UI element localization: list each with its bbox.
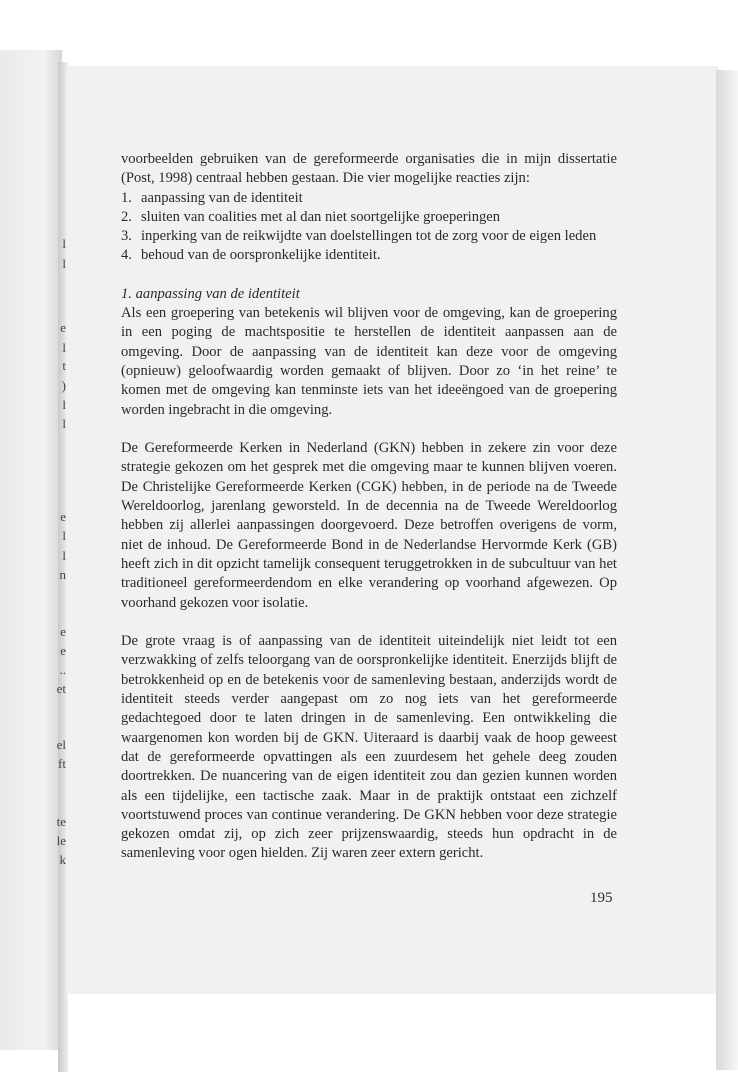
list-number: 4. [121, 247, 132, 264]
page-stack-edge [716, 70, 738, 1070]
list-text: inperking van de reikwijdte van doelstellingen tot de zorg voor de eigen leden [141, 228, 597, 245]
list-number: 3. [121, 228, 132, 245]
edge-fragment: ft [58, 756, 66, 771]
list-item [121, 246, 617, 265]
edge-fragment: l [62, 416, 66, 431]
paragraph: De Gereformeerde Kerken in Nederland (GKN) hebben in zekere zin voor deze strategie gekozen om het gesprek met die omgeving maar te kunnen blijven voeren. De Christelijke Gereformeerde Kerken (CGK) hebben, in de periode na de Tweede Wereldoorlog, jarenlang geworsteld. In de decennia na de Tweede Wereldoorlog hebben zij allerlei aanpassingen doorgevoerd. Deze betroffen overigens de vorm, niet de inhoud. De Gereformeerde Bond in de Nederlandse Hervormde Kerk (GB) heeft zich in dit opzicht tamelijk consequent teruggetrokken in de subcultuur van het traditioneel gereformeerdendom en elke verandering op voorhand afgewezen. Op voorhand gekozen voor isolatie. [121, 440, 617, 611]
intro-paragraph: voorbeelden gebruiken van de gereformeerde organisaties die in mijn dissertatie (Post, 1998) centraal hebben gestaan. Die vier mogelijke reacties zijn: [121, 151, 617, 187]
edge-fragment: l [62, 397, 66, 412]
edge-fragment: ) [61, 378, 66, 393]
page-number: 195 [590, 890, 613, 906]
edge-fragment: l [62, 528, 66, 543]
section-heading: 1. aanpassing van de identiteit [121, 285, 300, 302]
reactions-list [121, 189, 617, 266]
edge-fragment: e [60, 320, 66, 335]
edge-fragment: le [56, 833, 66, 848]
edge-fragment: .. [59, 662, 66, 677]
list-text: sluiten van coalities met al dan niet soortgelijke groeperingen [141, 208, 501, 225]
edge-fragment: n [59, 567, 66, 582]
edge-fragment: l [62, 256, 66, 271]
edge-fragment: el [56, 737, 66, 752]
edge-fragment: e [60, 509, 66, 524]
page-body [121, 150, 617, 864]
edge-fragment: l [62, 236, 66, 251]
list-item [121, 208, 617, 227]
list-number: 1. [121, 189, 132, 206]
paragraph: Als een groepering van betekenis wil blijven voor de omgeving, kan de groepering in een poging de machtspositie te herstellen de identiteit aanpassen aan de omgeving. Door de aanpassing van de identiteit kan deze voor de omgeving (opnieuw) geloofwaardig worden gemaakt of blijven. Door zo ‘in het reine’ te komen met de omgeving kan tenminste iets van het ideeëngoed van de groepering worden ingebracht in die omgeving. [121, 305, 617, 418]
list-number: 2. [121, 208, 132, 225]
list-text: behoud van de oorspronkelijke identiteit. [141, 247, 381, 264]
edge-fragment: te [56, 814, 66, 829]
edge-fragment: l [62, 340, 66, 355]
list-item [121, 189, 617, 208]
list-text: aanpassing van de identiteit [141, 189, 303, 206]
edge-fragment: et [56, 681, 66, 696]
edge-fragment: l [62, 548, 66, 563]
paragraph: De grote vraag is of aanpassing van de identiteit uiteindelijk niet leidt tot een verzwakking of zelfs teloorgang van de oorspronkelijke identiteit. Enerzijds blijft de betrokkenheid op en de betekenis voor de samenleving bestaan, anderzijds wordt de identiteit steeds verder aangepast om zo nog iets van het gereformeerde gedachtegoed door te laten dringen in de samenleving. Een ontwikkeling die waargenomen kon worden bij de GKN. Uiteraard is daarbij vaak de hoop geweest dat de gereformeerde opvattingen als een zuurdesem het gehele deeg zouden doortrekken. De nuancering van de eigen identiteit zou dan gezien kunnen worden als een tijdelijke, een tactische zaak. Maar in de praktijk ontstaat een zichzelf voortstuwend proces van continue verandering. De GKN hebben voor deze strategie gekozen omdat zij, op zich zeer prijzenswaardig, steeds hun opdracht in de samenleving voor ogen hielden. Zij waren zeer extern gericht. [121, 633, 617, 862]
edge-fragment: t [62, 358, 66, 373]
list-item [121, 227, 617, 246]
edge-fragment: e [60, 643, 66, 658]
edge-fragment: k [59, 852, 66, 867]
edge-fragment: e [60, 624, 66, 639]
